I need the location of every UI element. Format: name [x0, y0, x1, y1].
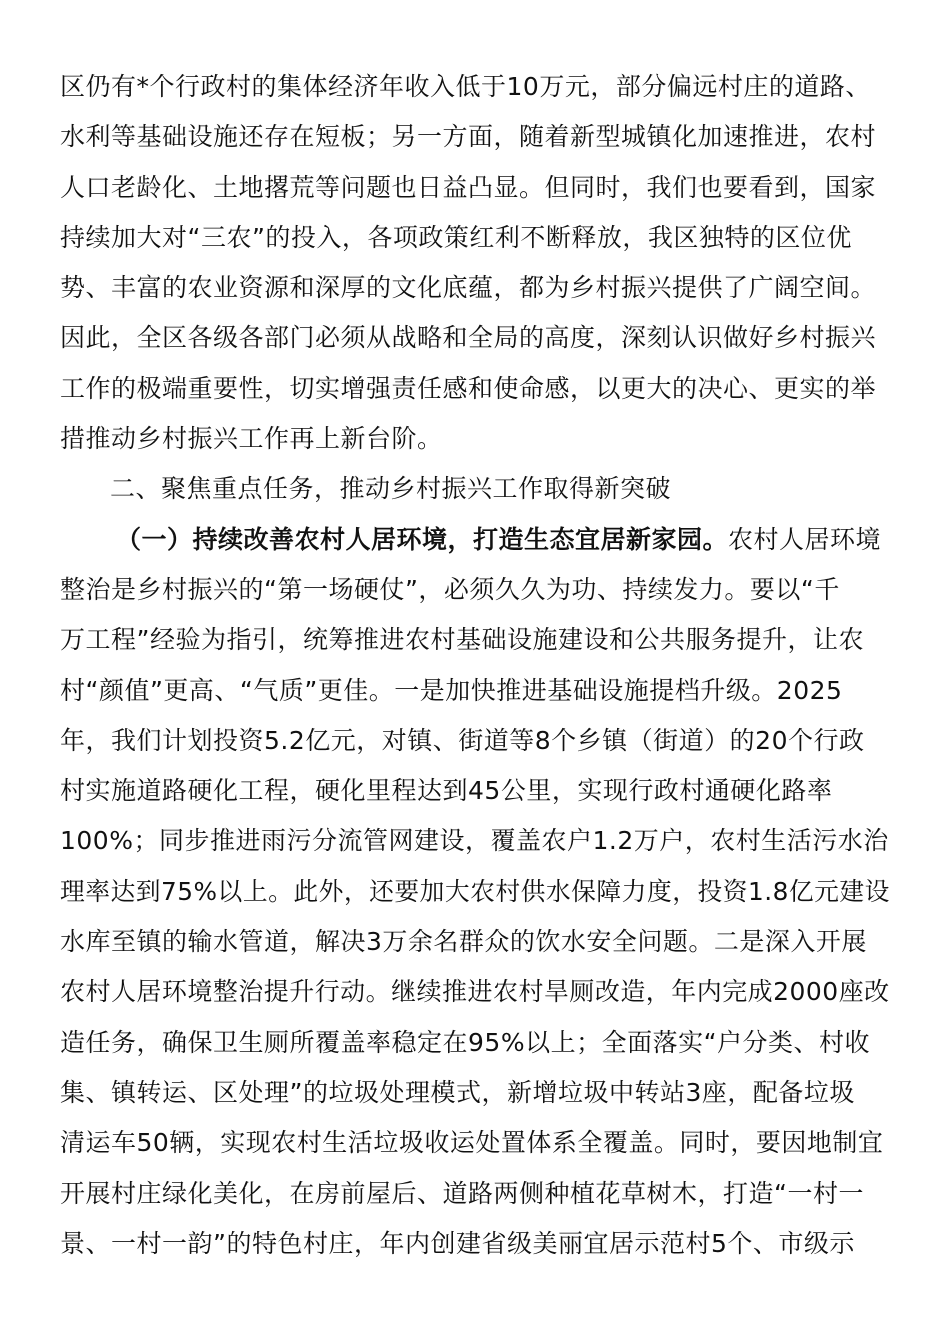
text-line: 水库至镇的输水管道，解决3万余名群众的饮水安全问题。二是深入开展: [60, 927, 867, 957]
text-line: 理率达到75%以上。此外，还要加大农村供水保障力度，投资1.8亿元建设: [60, 876, 890, 906]
text-line: 持续加大对“三农”的投入，各项政策红利不断释放，我区独特的区位优: [60, 222, 852, 252]
text-line: 农村人居环境整治提升行动。继续推进农村旱厕改造，年内完成2000座改: [60, 977, 890, 1007]
text-line: 开展村庄绿化美化，在房前屋后、道路两侧种植花草树木，打造“一村一: [60, 1178, 864, 1208]
text-line: 人口老龄化、土地撂荒等问题也日益凸显。但同时，我们也要看到，国家: [60, 172, 877, 202]
text-line: 措推动乡村振兴工作再上新台阶。: [60, 424, 443, 454]
text-line: 村实施道路硬化工程，硬化里程达到45公里，实现行政村通硬化路率: [60, 776, 833, 806]
subsection-lead-text: 农村人居环境: [728, 524, 882, 554]
text-line: 工作的极端重要性，切实增强责任感和使命感，以更大的决心、更实的举: [60, 373, 877, 403]
text-line: 集、镇转运、区处理”的垃圾处理模式，新增垃圾中转站3座，配备垃圾: [60, 1077, 855, 1107]
subsection-heading-line: [60, 515, 890, 565]
text-line: 水利等基础设施还存在短板；另一方面，随着新型城镇化加速推进，农村: [60, 122, 877, 152]
text-line: 造任务，确保卫生厕所覆盖率稳定在95%以上；全面落实“户分类、村收: [60, 1027, 871, 1057]
text-line: 100%；同步推进雨污分流管网建设，覆盖农户1.2万户，农村生活污水治: [60, 826, 889, 856]
text-line: 因此，全区各级各部门必须从战略和全局的高度，深刻认识做好乡村振兴: [60, 323, 877, 353]
text-line: 整治是乡村振兴的“第一场硬仗”，必须久久为功、持续发力。要以“千: [60, 574, 840, 604]
document-body: [60, 62, 890, 1269]
text-line: 清运车50辆，实现农村生活垃圾收运处置体系全覆盖。同时，要因地制宜: [60, 1128, 884, 1158]
text-line: 村“颜值”更高、“气质”更佳。一是加快推进基础设施提档升级。2025: [60, 675, 843, 705]
section-heading: 二、聚焦重点任务，推动乡村振兴工作取得新突破: [110, 474, 672, 504]
text-line: 年，我们计划投资5.2亿元，对镇、街道等8个乡镇（街道）的20个行政: [60, 725, 865, 755]
text-line: 势、丰富的农业资源和深厚的文化底蕴，都为乡村振兴提供了广阔空间。: [60, 273, 877, 303]
text-line: 区仍有*个行政村的集体经济年收入低于10万元，部分偏远村庄的道路、: [60, 72, 871, 101]
text-line: 景、一村一韵”的特色村庄，年内创建省级美丽宜居示范村5个、市级示: [60, 1228, 855, 1258]
text-line: 万工程”经验为指引，统筹推进农村基础设施建设和公共服务提升，让农: [60, 625, 864, 655]
subsection-heading: （一）持续改善农村人居环境，打造生态宜居新家园。: [116, 524, 729, 554]
